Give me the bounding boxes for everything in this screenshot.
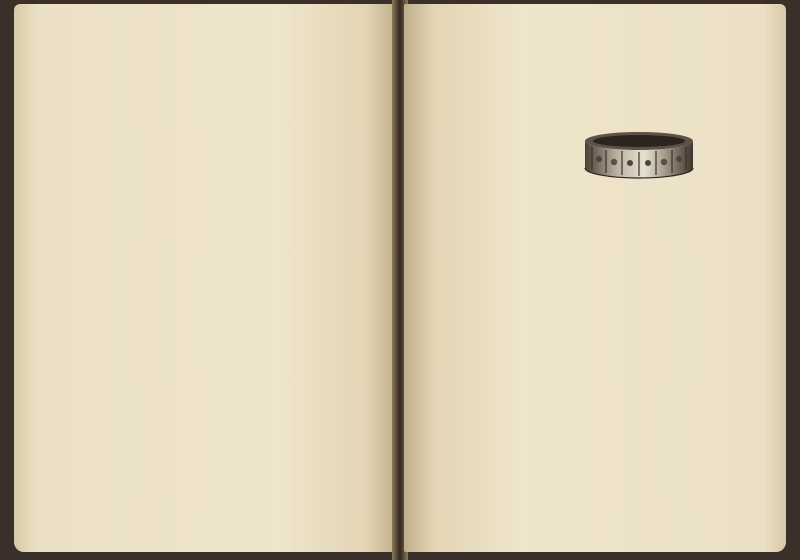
iron-crown-image xyxy=(582,130,696,182)
crown-figure xyxy=(576,124,700,236)
right-page xyxy=(404,4,786,552)
left-page-text xyxy=(100,68,382,81)
right-page-text xyxy=(416,70,700,83)
left-page xyxy=(14,4,396,552)
